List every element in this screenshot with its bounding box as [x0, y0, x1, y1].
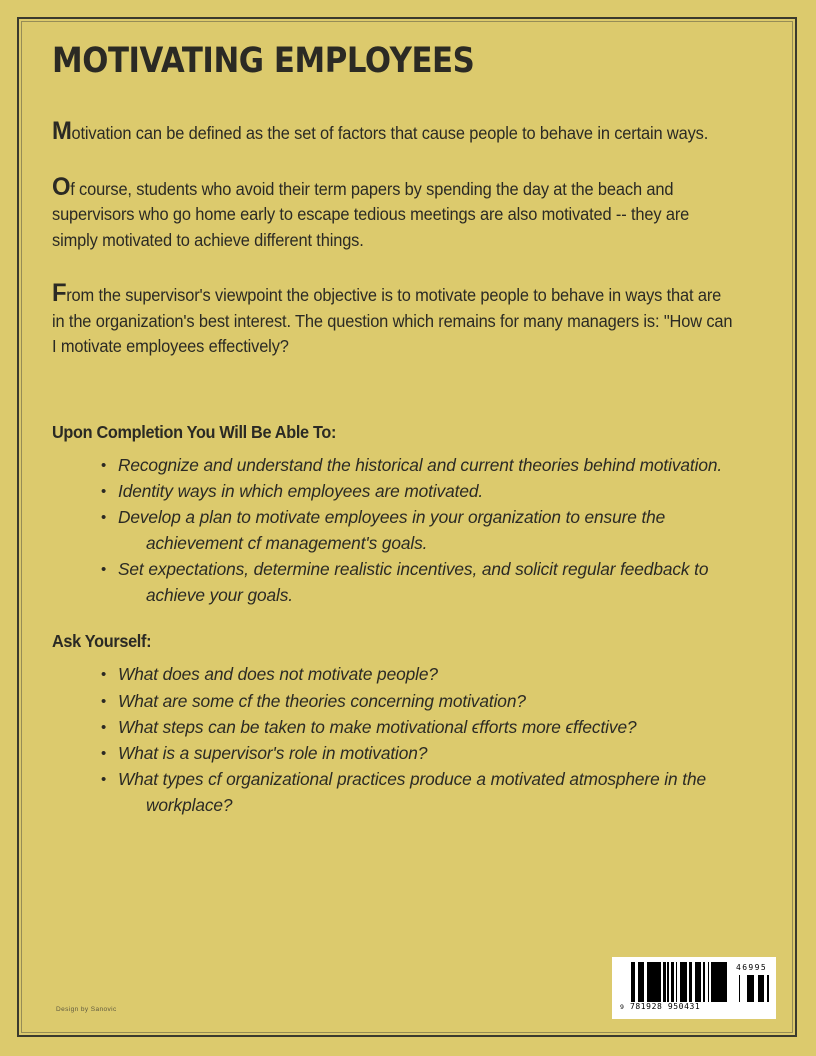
bullet-icon: • [101, 509, 107, 527]
bullet-icon: • [101, 692, 107, 710]
list-item [101, 767, 766, 819]
list-item [101, 741, 766, 767]
bullet-icon: • [101, 745, 107, 763]
bullet-icon: • [101, 456, 107, 474]
barcode-supplement-digits: 46995 [736, 963, 768, 972]
list-item-text: Set expectations, determine realistic incentives, and solicit regular feedback to achieve your goals. [118, 559, 709, 605]
barcode-lead-digit: 9 [620, 1003, 625, 1011]
paragraph-1-text: otivation can be defined as the set of factors that cause people to behave in certain ways. [71, 123, 709, 143]
paragraph-3-text: rom the supervisor's viewpoint the objective is to motivate people to behave in ways that are in the organization's best interest. The question which remains for many managers is: "How can I motivate employees effectively? [52, 285, 733, 356]
questions-list [52, 662, 766, 819]
list-item [101, 479, 766, 505]
list-item-text: What are some cf the theories concerning motivation? [118, 690, 526, 711]
bullet-icon: • [101, 666, 107, 684]
designer-credit: Design by Sanovic [56, 1006, 117, 1013]
list-item [101, 505, 766, 557]
list-item [101, 557, 766, 609]
bullet-icon: • [101, 718, 107, 736]
list-item [101, 453, 766, 479]
list-item [101, 715, 766, 741]
spacer-before-questions [52, 609, 766, 631]
intro-paragraph-1 [52, 119, 734, 147]
barcode-main-digits: 781928 950431 [629, 1002, 701, 1011]
intro-paragraph-3 [52, 281, 734, 360]
list-item [101, 662, 766, 688]
list-item [101, 689, 766, 715]
intro-paragraph-2 [52, 172, 734, 254]
list-item-text: Recognize and understand the historical and current theories behind motivation. [118, 454, 723, 475]
bullet-icon: • [101, 482, 107, 500]
drop-cap-2: O [52, 172, 71, 201]
barcode-digits [620, 1002, 730, 1011]
objectives-list [52, 453, 766, 609]
poster-content [52, 41, 766, 820]
bullet-icon: • [101, 771, 107, 789]
list-item-text: What types cf organizational practices produce a motivated atmosphere in the workplace? [118, 769, 706, 816]
barcode-bars-supplement [736, 975, 769, 1002]
drop-cap-1: M [52, 117, 72, 145]
barcode [612, 957, 776, 1019]
list-item-text: What is a supervisor's role in motivation? [118, 743, 428, 764]
section-heading-ask-yourself: Ask Yourself: [52, 631, 152, 652]
list-item-text: Develop a plan to motivate employees in your organization to ensure the achievement cf management's goals. [118, 507, 666, 553]
list-item-text: Identity ways in which employees are motivated. [118, 480, 484, 501]
list-item-text: What does and does not motivate people? [118, 664, 438, 685]
section-heading-objectives: Upon Completion You Will Be Able To: [52, 421, 337, 442]
list-item-text: What steps can be taken to make motivational ϵfforts more ϵffective? [118, 716, 637, 737]
paragraph-2-text: f course, students who avoid their term papers by spending the day at the beach and supervisors who go home early to escape tedious meetings are also motivated -- they are simply motivated to achieve different things. [52, 178, 690, 250]
drop-cap-3: F [52, 279, 67, 307]
barcode-bars-main [631, 962, 727, 1002]
spacer-before-objectives [52, 388, 766, 422]
page-title: MOTIVATING EMPLOYEES [52, 41, 475, 81]
bullet-icon: • [101, 561, 107, 579]
